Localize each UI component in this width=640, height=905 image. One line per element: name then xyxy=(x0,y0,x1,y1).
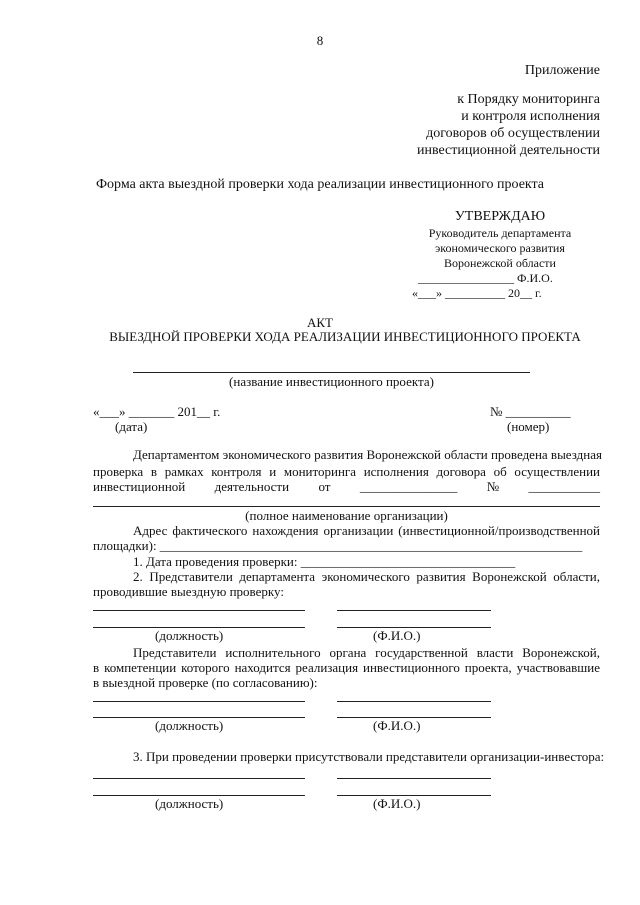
item-1: 1. Дата проведения проверки: _________________________________ xyxy=(133,554,516,569)
item-3: 3. При проведении проверки присутствовали представители организации-инвестора: xyxy=(133,749,605,764)
appendix-line: и контроля исполнения xyxy=(461,109,600,124)
approval-fio: ________________ Ф.И.О. xyxy=(418,271,553,285)
organization-caption: (полное наименование организации) xyxy=(245,508,448,523)
executive-line-1: Представители исполнительного органа государственной власти Воронежской, xyxy=(133,645,600,660)
approval-title: УТВЕРЖДАЮ xyxy=(454,209,546,224)
appendix-line: инвестиционной деятельности xyxy=(416,143,600,158)
intro-word: инвестиционной xyxy=(93,479,186,494)
number-caption: (номер) xyxy=(507,419,550,434)
fio-caption: (Ф.И.О.) xyxy=(373,796,421,811)
appendix-title: Приложение xyxy=(524,63,600,78)
organization-line xyxy=(93,506,600,507)
intro-word: деятельности xyxy=(214,479,290,494)
fio-caption: (Ф.И.О.) xyxy=(373,718,421,733)
position-line xyxy=(93,701,305,702)
item-2-line-2: проводившие выездную проверку: xyxy=(93,584,284,599)
intro-line-1: Департаментом экономического развития Воронежской области проведена выездная xyxy=(133,447,602,462)
intro-line-3 xyxy=(93,479,600,494)
approval-line: экономического развития xyxy=(435,241,565,255)
item-2-line-1: 2. Представители департамента экономического развития Воронежской области, xyxy=(133,569,600,584)
project-name-caption: (название инвестиционного проекта) xyxy=(229,374,434,389)
executive-line-3: в выездной проверке (по согласованию): xyxy=(93,675,318,690)
date-caption: (дата) xyxy=(115,419,148,434)
fio-line xyxy=(337,610,491,611)
number-field: № __________ xyxy=(490,404,571,419)
date-field: «___» _______ 201__ г. xyxy=(93,404,221,419)
approval-date: «___» __________ 20__ г. xyxy=(412,286,542,300)
executive-line-2: в компетенции которого находится реализация инвестиционного проекта, участвовавшие xyxy=(93,660,600,675)
position-caption: (должность) xyxy=(155,718,224,733)
contract-date-blank: _______________ xyxy=(359,479,458,494)
act-subtitle: ВЫЕЗДНОЙ ПРОВЕРКИ ХОДА РЕАЛИЗАЦИИ ИНВЕСТИЦИОННОГО ПРОЕКТА xyxy=(109,329,581,344)
approval-line: Воронежской области xyxy=(444,256,556,270)
appendix-line: договоров об осуществлении xyxy=(426,126,600,141)
page-number: 8 xyxy=(316,33,324,48)
fio-caption: (Ф.И.О.) xyxy=(373,628,421,643)
address-line-2: площадки): _________________________________________________________________ xyxy=(93,538,583,553)
fio-line xyxy=(337,778,491,779)
address-line-1: Адрес фактического нахождения организации (инвестиционной/производственной xyxy=(133,523,600,538)
contract-number-blank: ___________ xyxy=(528,479,600,494)
position-caption: (должность) xyxy=(155,796,224,811)
act-title: АКТ xyxy=(307,315,333,330)
form-title: Форма акта выездной проверки хода реализации инвестиционного проекта xyxy=(95,177,545,192)
appendix-line: к Порядку мониторинга xyxy=(457,92,600,107)
intro-line-2: проверка в рамках контроля и мониторинга исполнения договора об осуществлении xyxy=(93,464,600,479)
position-line xyxy=(93,778,305,779)
intro-word: № xyxy=(486,479,500,494)
position-line xyxy=(93,610,305,611)
project-name-line xyxy=(133,372,530,373)
fio-line xyxy=(337,701,491,702)
approval-line: Руководитель департамента xyxy=(428,226,572,240)
position-caption: (должность) xyxy=(155,628,224,643)
intro-word: от xyxy=(318,479,331,494)
